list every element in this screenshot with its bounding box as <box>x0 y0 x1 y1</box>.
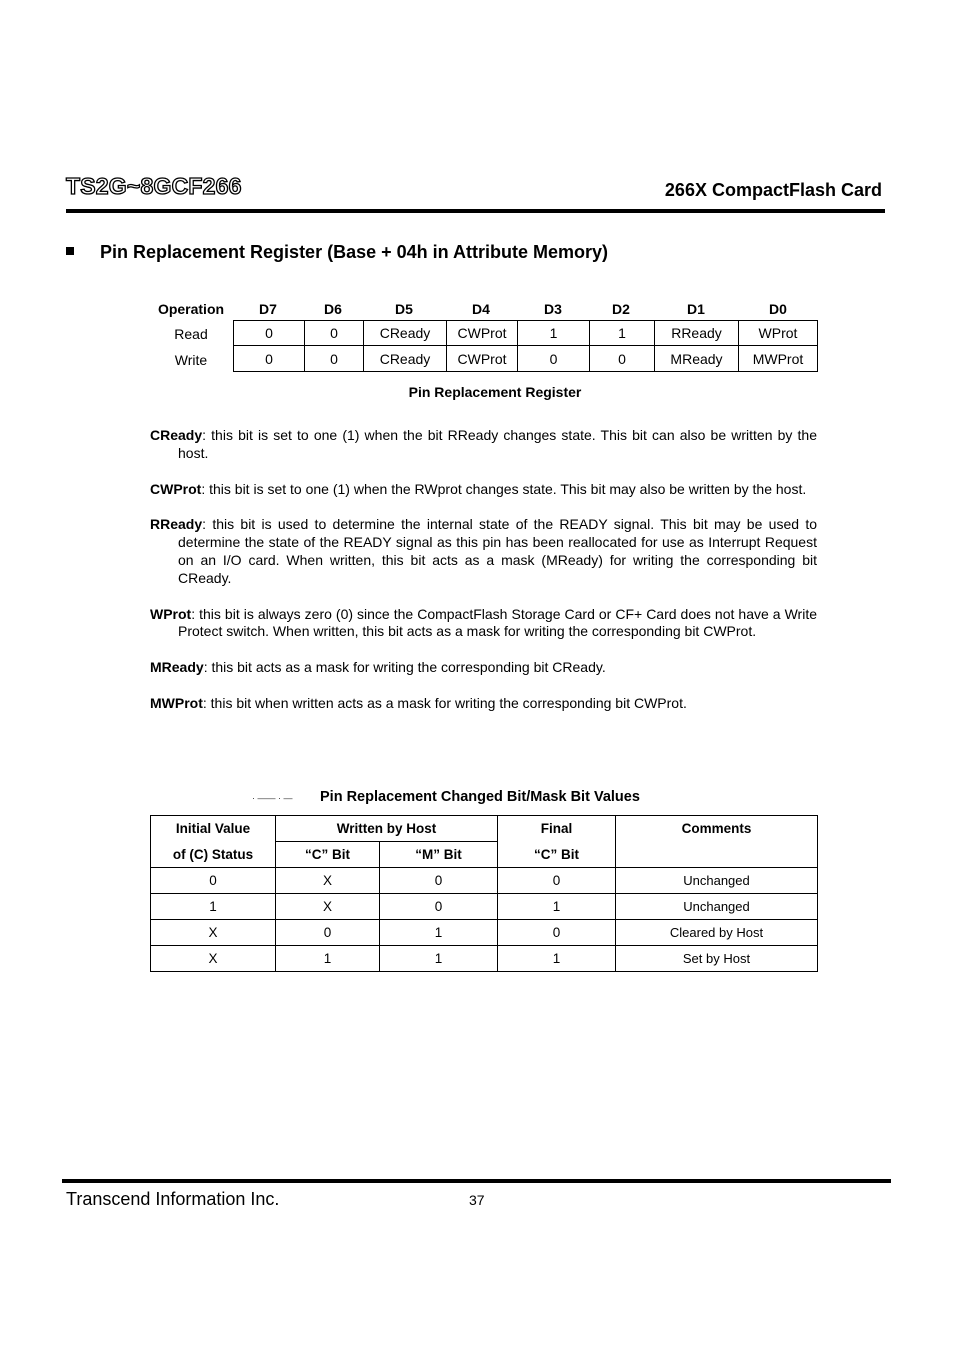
register-cell: CWProt <box>446 320 518 346</box>
register-cell: CReady <box>363 346 447 372</box>
register-cell: RReady <box>654 320 739 346</box>
register-cell: 1 <box>589 320 655 346</box>
mask-header-m-bit: “M” Bit <box>380 842 498 868</box>
register-row-read <box>150 320 818 346</box>
register-header-row <box>150 296 818 320</box>
register-cell: WProt <box>738 320 818 346</box>
document-title: TS2G~8GCF266 <box>66 173 242 199</box>
definition-term: CReady <box>150 427 203 443</box>
mask-cell: 0 <box>380 894 498 920</box>
register-op-label: Read <box>174 326 208 342</box>
register-cell: 0 <box>233 346 305 372</box>
mask-cell: 0 <box>498 920 616 946</box>
mask-header-initial-sub: of (C) Status <box>151 842 276 868</box>
page-number: 37 <box>469 1192 485 1208</box>
mask-cell: Cleared by Host <box>616 920 818 946</box>
register-cell: CReady <box>363 320 447 346</box>
faint-scan-mark: · —— · — <box>252 793 293 803</box>
register-header: D3 <box>544 301 562 317</box>
mask-header-final-sub: “C” Bit <box>498 842 616 868</box>
footer-company: Transcend Information Inc. <box>66 1189 280 1209</box>
definition-term: WProt <box>150 605 192 622</box>
definition-paragraph <box>150 481 817 499</box>
register-table-caption: Pin Replacement Register <box>408 384 582 400</box>
mask-header-comments: Comments <box>616 816 818 842</box>
section-title: Pin Replacement Register (Base + 04h in Attribute Memory) <box>100 242 608 262</box>
header-rule <box>66 209 885 213</box>
section-heading <box>66 242 608 263</box>
definition-paragraph <box>150 516 817 587</box>
register-cell: MReady <box>654 346 739 372</box>
definition-term: MReady <box>150 659 204 676</box>
table-row <box>151 868 818 894</box>
register-cell: 0 <box>589 346 655 372</box>
mask-cell: 1 <box>498 894 616 920</box>
definition-term: RReady <box>150 516 203 533</box>
definition-paragraph <box>150 659 817 677</box>
register-header: Operation <box>157 301 225 317</box>
definition-term: CWProt <box>150 480 202 497</box>
definition-text: : this bit acts as a mask for writing the corresponding bit CReady. <box>203 659 606 676</box>
definition-text: : this bit is always zero (0) since the CompactFlash Storage Card or CF+ Card does not have a Write Protect switch. When written, this bit acts as a mask for writing the corresponding bit CWProt. <box>178 605 817 640</box>
footer-rule <box>62 1179 891 1183</box>
register-cell: 1 <box>517 320 590 346</box>
register-header: D4 <box>472 301 490 317</box>
register-row-write <box>150 346 818 372</box>
register-header: D7 <box>259 301 277 317</box>
definition-text: : this bit is set to one (1) when the bit RReady changes state. This bit can also be written by the host. <box>178 427 817 461</box>
definition-text: : this bit is used to determine the internal state of the READY signal. This bit may be used to determine the state of the READY signal as this pin has been reallocated for use as Interrupt Request on an I/O card. When written, this bit acts as a mask (MReady) for writing the corresponding bit CReady. <box>178 516 817 586</box>
definition-text: : this bit is set to one (1) when the RWprot changes state. This bit may also be written by the host. <box>201 480 807 497</box>
register-cell: 0 <box>233 320 305 346</box>
mask-header-written: Written by Host <box>276 816 498 842</box>
register-op-label: Write <box>174 352 208 368</box>
mask-header-initial: Initial Value <box>151 816 276 842</box>
mask-header-row <box>151 816 818 842</box>
register-header: D1 <box>687 301 705 317</box>
mask-table-title: Pin Replacement Changed Bit/Mask Bit Values <box>320 789 640 805</box>
register-cell: 0 <box>304 346 364 372</box>
definition-paragraph <box>150 606 817 642</box>
bit-definitions <box>150 427 817 731</box>
table-row <box>151 894 818 920</box>
register-header: D0 <box>769 301 787 317</box>
mask-header-c-bit: “C” Bit <box>276 842 380 868</box>
definition-paragraph <box>150 427 817 463</box>
mask-cell: X <box>151 946 276 972</box>
square-bullet-icon <box>66 247 74 255</box>
register-cell: MWProt <box>738 346 818 372</box>
definition-term: MWProt <box>150 694 203 711</box>
mask-header-empty <box>616 842 818 868</box>
register-header: D6 <box>324 301 342 317</box>
register-cell: 0 <box>304 320 364 346</box>
mask-cell: 1 <box>380 920 498 946</box>
mask-cell: 0 <box>380 868 498 894</box>
mask-header-final: Final <box>498 816 616 842</box>
definition-text: : this bit when written acts as a mask for writing the corresponding bit CWProt. <box>202 694 687 711</box>
mask-cell: Unchanged <box>616 894 818 920</box>
register-header: D5 <box>395 301 413 317</box>
document-subtitle: 266X CompactFlash Card <box>664 180 882 200</box>
register-header: D2 <box>612 301 630 317</box>
mask-cell: 1 <box>276 946 380 972</box>
register-table <box>150 296 818 372</box>
mask-cell: X <box>276 894 380 920</box>
mask-cell: 1 <box>380 946 498 972</box>
mask-cell: 1 <box>151 894 276 920</box>
mask-cell: X <box>276 868 380 894</box>
mask-cell: 1 <box>498 946 616 972</box>
table-row <box>151 920 818 946</box>
mask-bit-table <box>150 815 818 972</box>
mask-cell: Set by Host <box>616 946 818 972</box>
definition-paragraph <box>150 695 817 713</box>
mask-cell: 0 <box>151 868 276 894</box>
mask-cell: Unchanged <box>616 868 818 894</box>
register-cell: 0 <box>517 346 590 372</box>
mask-header-row <box>151 842 818 868</box>
table-row <box>151 946 818 972</box>
mask-cell: X <box>151 920 276 946</box>
mask-cell: 0 <box>498 868 616 894</box>
mask-cell: 0 <box>276 920 380 946</box>
register-cell: CWProt <box>446 346 518 372</box>
